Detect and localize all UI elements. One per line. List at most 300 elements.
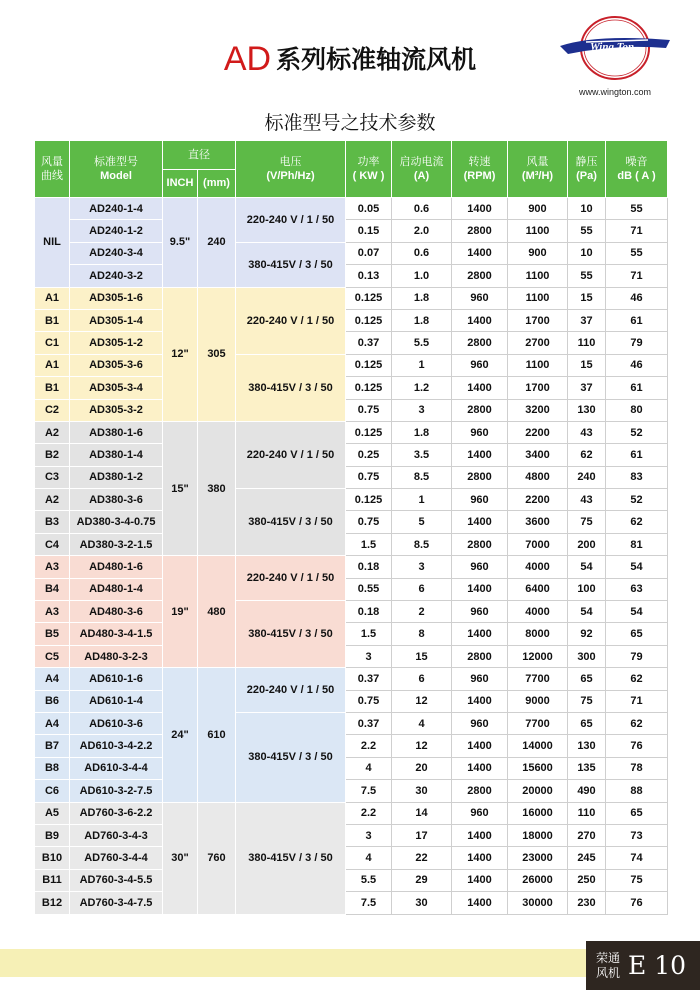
cell-current: 0.6 [392, 242, 452, 264]
table-row [35, 354, 668, 376]
cell-pressure: 230 [568, 892, 606, 914]
cell-model: AD380-1-4 [70, 444, 163, 466]
col-noise-zh: 噪音 [625, 155, 648, 168]
cell-pressure: 110 [568, 802, 606, 824]
cell-speed: 960 [452, 556, 508, 578]
cell-current: 1.2 [392, 377, 452, 399]
cell-current: 1.0 [392, 265, 452, 287]
cell-curve: B8 [35, 757, 70, 779]
cell-power: 3 [346, 824, 392, 846]
cell-airflow: 1700 [508, 377, 568, 399]
cell-model: AD305-3-2 [70, 399, 163, 421]
cell-inch: 24" [163, 668, 198, 802]
col-noise-en: dB ( A ) [617, 170, 656, 182]
cell-model: AD240-1-4 [70, 198, 163, 220]
cell-curve: B12 [35, 892, 70, 914]
col-airflow-en: (M³/H) [521, 170, 554, 182]
cell-speed: 1400 [452, 242, 508, 264]
cell-curve: B1 [35, 309, 70, 331]
cell-noise: 62 [606, 511, 668, 533]
page-label [586, 941, 700, 990]
col-current [392, 141, 452, 198]
cell-airflow: 1100 [508, 265, 568, 287]
col-voltage [236, 141, 346, 198]
cell-pressure: 15 [568, 287, 606, 309]
cell-model: AD610-1-6 [70, 668, 163, 690]
cell-noise: 65 [606, 623, 668, 645]
cell-curve: B1 [35, 377, 70, 399]
cell-current: 1 [392, 489, 452, 511]
cell-noise: 79 [606, 645, 668, 667]
cell-speed: 960 [452, 354, 508, 376]
table-row [35, 466, 668, 488]
col-pressure-zh: 静压 [575, 155, 598, 168]
col-pressure-en: (Pa) [576, 170, 597, 182]
cell-voltage: 380-415V / 3 / 50 [236, 601, 346, 668]
cell-curve: A1 [35, 287, 70, 309]
footer-bar [0, 949, 586, 977]
cell-model: AD240-1-2 [70, 220, 163, 242]
cell-pressure: 130 [568, 399, 606, 421]
cell-voltage: 380-415V / 3 / 50 [236, 489, 346, 556]
cell-model: AD480-1-4 [70, 578, 163, 600]
cell-noise: 79 [606, 332, 668, 354]
col-power-en: ( KW ) [352, 170, 385, 182]
cell-current: 12 [392, 690, 452, 712]
cell-noise: 46 [606, 287, 668, 309]
table-row [35, 511, 668, 533]
cell-noise: 83 [606, 466, 668, 488]
table-row [35, 645, 668, 667]
cell-pressure: 245 [568, 847, 606, 869]
cell-pressure: 490 [568, 780, 606, 802]
cell-airflow: 1100 [508, 220, 568, 242]
cell-curve: B5 [35, 623, 70, 645]
cell-power: 1.5 [346, 533, 392, 555]
page-number: E 10 [628, 951, 687, 980]
cell-model: AD380-1-6 [70, 421, 163, 443]
cell-curve: B9 [35, 824, 70, 846]
cell-model: AD305-1-6 [70, 287, 163, 309]
cell-noise: 52 [606, 421, 668, 443]
cell-speed: 2800 [452, 533, 508, 555]
cell-airflow: 23000 [508, 847, 568, 869]
cell-power: 1.5 [346, 623, 392, 645]
cell-power: 0.37 [346, 712, 392, 734]
cell-noise: 62 [606, 668, 668, 690]
col-pressure [568, 141, 606, 198]
cell-pressure: 65 [568, 668, 606, 690]
cell-airflow: 4000 [508, 556, 568, 578]
cell-power: 4 [346, 847, 392, 869]
cell-noise: 61 [606, 444, 668, 466]
cell-pressure: 15 [568, 354, 606, 376]
cell-current: 1.8 [392, 309, 452, 331]
cell-model: AD760-3-4-7.5 [70, 892, 163, 914]
title-text: 系列标准轴流风机 [276, 45, 477, 74]
col-power-zh: 功率 [357, 155, 380, 168]
cell-current: 1.8 [392, 421, 452, 443]
col-inch: INCH [163, 169, 198, 198]
cell-voltage: 380-415V / 3 / 50 [236, 712, 346, 802]
col-airflow [508, 141, 568, 198]
cell-speed: 1400 [452, 892, 508, 914]
cell-model: AD380-3-6 [70, 489, 163, 511]
cell-power: 0.55 [346, 578, 392, 600]
table-row [35, 421, 668, 443]
cell-power: 5.5 [346, 869, 392, 891]
cell-speed: 2800 [452, 645, 508, 667]
cell-airflow: 1700 [508, 309, 568, 331]
cell-pressure: 135 [568, 757, 606, 779]
cell-voltage: 380-415V / 3 / 50 [236, 242, 346, 287]
cell-current: 20 [392, 757, 452, 779]
cell-pressure: 65 [568, 712, 606, 734]
cell-current: 8.5 [392, 533, 452, 555]
cell-noise: 81 [606, 533, 668, 555]
cell-noise: 76 [606, 892, 668, 914]
cell-airflow: 4000 [508, 601, 568, 623]
cell-current: 2.0 [392, 220, 452, 242]
cell-current: 4 [392, 712, 452, 734]
col-airflow-zh: 风量 [526, 155, 549, 168]
cell-pressure: 75 [568, 511, 606, 533]
cell-curve: A2 [35, 421, 70, 443]
cell-pressure: 10 [568, 198, 606, 220]
cell-airflow: 2200 [508, 489, 568, 511]
cell-noise: 80 [606, 399, 668, 421]
cell-speed: 1400 [452, 578, 508, 600]
cell-pressure: 75 [568, 690, 606, 712]
cell-power: 0.125 [346, 489, 392, 511]
cell-curve: B6 [35, 690, 70, 712]
cell-pressure: 270 [568, 824, 606, 846]
cell-noise: 62 [606, 712, 668, 734]
cell-airflow: 16000 [508, 802, 568, 824]
cell-current: 0.6 [392, 198, 452, 220]
cell-pressure: 54 [568, 601, 606, 623]
cell-pressure: 130 [568, 735, 606, 757]
cell-power: 4 [346, 757, 392, 779]
table-row [35, 802, 668, 824]
cell-pressure: 37 [568, 309, 606, 331]
table-row [35, 712, 668, 734]
cell-power: 0.125 [346, 421, 392, 443]
cell-voltage: 380-415V / 3 / 50 [236, 802, 346, 914]
cell-current: 8.5 [392, 466, 452, 488]
cell-mm: 480 [198, 556, 236, 668]
cell-airflow: 15600 [508, 757, 568, 779]
table-row [35, 444, 668, 466]
cell-curve: A4 [35, 668, 70, 690]
cell-airflow: 1100 [508, 354, 568, 376]
cell-model: AD380-1-2 [70, 466, 163, 488]
cell-pressure: 110 [568, 332, 606, 354]
cell-current: 6 [392, 578, 452, 600]
cell-airflow: 26000 [508, 869, 568, 891]
col-diameter [163, 141, 236, 170]
cell-current: 29 [392, 869, 452, 891]
cell-model: AD610-3-4-4 [70, 757, 163, 779]
col-noise [606, 141, 668, 198]
cell-power: 3 [346, 645, 392, 667]
cell-current: 1 [392, 354, 452, 376]
cell-noise: 54 [606, 556, 668, 578]
cell-inch: 19" [163, 556, 198, 668]
cell-power: 2.2 [346, 802, 392, 824]
table-row [35, 377, 668, 399]
cell-current: 5 [392, 511, 452, 533]
cell-speed: 1400 [452, 757, 508, 779]
cell-model: AD240-3-4 [70, 242, 163, 264]
brand-logo [556, 14, 674, 96]
col-model-zh: 标准型号 [94, 155, 138, 168]
col-model [70, 141, 163, 198]
cell-curve: B2 [35, 444, 70, 466]
cell-pressure: 200 [568, 533, 606, 555]
table-row [35, 198, 668, 220]
cell-noise: 71 [606, 220, 668, 242]
cell-airflow: 6400 [508, 578, 568, 600]
cell-noise: 46 [606, 354, 668, 376]
cell-airflow: 3400 [508, 444, 568, 466]
col-speed-en: (RPM) [463, 170, 496, 182]
cell-pressure: 43 [568, 421, 606, 443]
cell-airflow: 8000 [508, 623, 568, 645]
cell-speed: 960 [452, 668, 508, 690]
cell-speed: 960 [452, 287, 508, 309]
cell-inch: 30" [163, 802, 198, 914]
cell-pressure: 100 [568, 578, 606, 600]
cell-airflow: 30000 [508, 892, 568, 914]
cell-speed: 1400 [452, 444, 508, 466]
cell-speed: 960 [452, 601, 508, 623]
cell-current: 22 [392, 847, 452, 869]
cell-airflow: 900 [508, 198, 568, 220]
cell-curve: C2 [35, 399, 70, 421]
cell-model: AD480-3-2-3 [70, 645, 163, 667]
cell-curve: B11 [35, 869, 70, 891]
col-speed [452, 141, 508, 198]
cell-airflow: 3200 [508, 399, 568, 421]
table-row [35, 892, 668, 914]
cell-power: 0.75 [346, 466, 392, 488]
cell-mm: 760 [198, 802, 236, 914]
cell-model: AD380-3-2-1.5 [70, 533, 163, 555]
cell-noise: 52 [606, 489, 668, 511]
cell-current: 3.5 [392, 444, 452, 466]
cell-speed: 1400 [452, 309, 508, 331]
footer-brand: 荣通风机 [596, 950, 621, 980]
cell-power: 0.75 [346, 511, 392, 533]
cell-curve: C1 [35, 332, 70, 354]
cell-voltage: 380-415V / 3 / 50 [236, 354, 346, 421]
cell-inch: 12" [163, 287, 198, 421]
table-row [35, 332, 668, 354]
col-model-en: Model [100, 170, 132, 182]
cell-speed: 960 [452, 489, 508, 511]
cell-current: 14 [392, 802, 452, 824]
cell-model: AD380-3-4-0.75 [70, 511, 163, 533]
cell-power: 0.125 [346, 309, 392, 331]
table-row [35, 623, 668, 645]
cell-current: 6 [392, 668, 452, 690]
cell-speed: 1400 [452, 623, 508, 645]
col-mm: (mm) [198, 169, 236, 198]
cell-pressure: 55 [568, 220, 606, 242]
spec-table-body [35, 198, 668, 915]
cell-mm: 380 [198, 421, 236, 555]
logo-brand-text: Wing Ton [589, 41, 635, 53]
table-row [35, 869, 668, 891]
cell-curve: NIL [35, 198, 70, 288]
cell-speed: 2800 [452, 466, 508, 488]
cell-current: 2 [392, 601, 452, 623]
cell-speed: 2800 [452, 399, 508, 421]
cell-model: AD480-3-4-1.5 [70, 623, 163, 645]
cell-airflow: 7700 [508, 712, 568, 734]
cell-noise: 71 [606, 265, 668, 287]
cell-model: AD240-3-2 [70, 265, 163, 287]
cell-noise: 55 [606, 242, 668, 264]
cell-noise: 76 [606, 735, 668, 757]
cell-mm: 610 [198, 668, 236, 802]
cell-noise: 73 [606, 824, 668, 846]
cell-curve: A3 [35, 601, 70, 623]
website-url: www.wington.com [578, 87, 652, 97]
cell-noise: 78 [606, 757, 668, 779]
cell-noise: 74 [606, 847, 668, 869]
cell-pressure: 10 [568, 242, 606, 264]
cell-mm: 240 [198, 198, 236, 288]
cell-airflow: 2700 [508, 332, 568, 354]
cell-current: 17 [392, 824, 452, 846]
cell-power: 0.25 [346, 444, 392, 466]
cell-curve: B7 [35, 735, 70, 757]
cell-pressure: 54 [568, 556, 606, 578]
cell-curve: B10 [35, 847, 70, 869]
cell-model: AD760-3-4-4 [70, 847, 163, 869]
table-row [35, 265, 668, 287]
table-row [35, 287, 668, 309]
cell-power: 0.125 [346, 354, 392, 376]
cell-speed: 1400 [452, 735, 508, 757]
cell-airflow: 4800 [508, 466, 568, 488]
cell-airflow: 20000 [508, 780, 568, 802]
cell-airflow: 3600 [508, 511, 568, 533]
cell-power: 0.18 [346, 556, 392, 578]
cell-speed: 1400 [452, 511, 508, 533]
cell-curve: A2 [35, 489, 70, 511]
cell-current: 8 [392, 623, 452, 645]
col-speed-zh: 转速 [468, 155, 491, 168]
cell-power: 0.125 [346, 287, 392, 309]
cell-noise: 54 [606, 601, 668, 623]
cell-inch: 9.5" [163, 198, 198, 288]
cell-power: 0.125 [346, 377, 392, 399]
cell-curve: C5 [35, 645, 70, 667]
cell-current: 30 [392, 780, 452, 802]
cell-pressure: 92 [568, 623, 606, 645]
col-power [346, 141, 392, 198]
cell-model: AD610-1-4 [70, 690, 163, 712]
cell-model: AD610-3-4-2.2 [70, 735, 163, 757]
cell-airflow: 7000 [508, 533, 568, 555]
col-voltage-zh: 电压 [279, 155, 302, 168]
cell-curve: A1 [35, 354, 70, 376]
cell-speed: 1400 [452, 824, 508, 846]
cell-model: AD305-1-2 [70, 332, 163, 354]
cell-pressure: 250 [568, 869, 606, 891]
cell-speed: 960 [452, 421, 508, 443]
cell-current: 5.5 [392, 332, 452, 354]
cell-curve: C6 [35, 780, 70, 802]
table-row [35, 824, 668, 846]
cell-speed: 960 [452, 802, 508, 824]
header-row-1 [35, 141, 668, 170]
cell-speed: 1400 [452, 198, 508, 220]
cell-model: AD480-3-6 [70, 601, 163, 623]
cell-power: 0.05 [346, 198, 392, 220]
cell-airflow: 2200 [508, 421, 568, 443]
cell-power: 0.13 [346, 265, 392, 287]
cell-speed: 2800 [452, 265, 508, 287]
cell-power: 0.07 [346, 242, 392, 264]
table-row [35, 578, 668, 600]
cell-curve: A4 [35, 712, 70, 734]
cell-power: 0.37 [346, 332, 392, 354]
table-row [35, 242, 668, 264]
cell-pressure: 300 [568, 645, 606, 667]
cell-pressure: 240 [568, 466, 606, 488]
table-row [35, 220, 668, 242]
cell-pressure: 37 [568, 377, 606, 399]
cell-power: 0.75 [346, 690, 392, 712]
cell-airflow: 1100 [508, 287, 568, 309]
cell-pressure: 55 [568, 265, 606, 287]
col-diameter-label: 直径 [188, 147, 210, 161]
cell-model: AD760-3-6-2.2 [70, 802, 163, 824]
cell-model: AD760-3-4-3 [70, 824, 163, 846]
cell-airflow: 14000 [508, 735, 568, 757]
cell-curve: A5 [35, 802, 70, 824]
cell-power: 0.37 [346, 668, 392, 690]
col-voltage-en: (V/Ph/Hz) [266, 170, 315, 182]
table-row [35, 668, 668, 690]
spec-table [34, 140, 668, 915]
cell-model: AD305-3-6 [70, 354, 163, 376]
cell-current: 30 [392, 892, 452, 914]
cell-pressure: 43 [568, 489, 606, 511]
table-row [35, 780, 668, 802]
cell-model: AD305-3-4 [70, 377, 163, 399]
cell-noise: 88 [606, 780, 668, 802]
cell-voltage: 220-240 V / 1 / 50 [236, 421, 346, 488]
cell-power: 0.15 [346, 220, 392, 242]
col-current-en: (A) [413, 170, 430, 182]
table-row [35, 399, 668, 421]
cell-current: 1.8 [392, 287, 452, 309]
cell-speed: 1400 [452, 847, 508, 869]
table-row [35, 601, 668, 623]
cell-inch: 15" [163, 421, 198, 555]
cell-curve: B3 [35, 511, 70, 533]
cell-voltage: 220-240 V / 1 / 50 [236, 198, 346, 243]
cell-speed: 2800 [452, 780, 508, 802]
cell-speed: 1400 [452, 869, 508, 891]
table-row [35, 489, 668, 511]
table-row [35, 690, 668, 712]
